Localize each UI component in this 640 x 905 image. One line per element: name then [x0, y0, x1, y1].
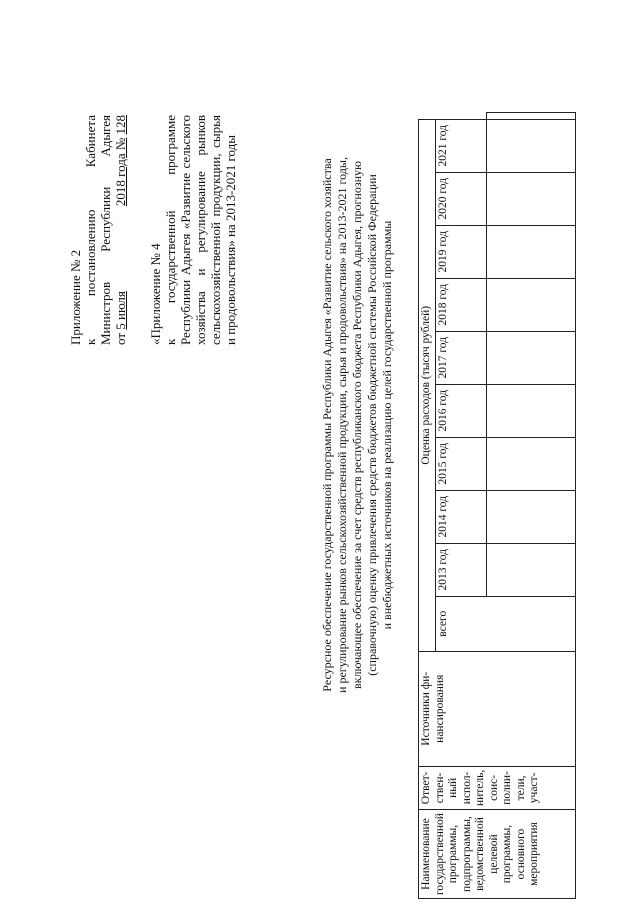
header-program-name: Наименование государственной программы, подпрограммы, ведомственной целевой программы, основного мероприятия: [419, 810, 576, 899]
header-year-2017: 2017 год: [436, 331, 487, 384]
header-year-2018: 2018 год: [436, 278, 487, 331]
appendix-line-4: от 5 июля 2018 года № 128: [113, 115, 128, 345]
table-cell: [487, 490, 576, 543]
header-total: всего: [436, 596, 576, 651]
decree-date: 5 июля: [113, 291, 128, 330]
appendix-block: [68, 115, 238, 345]
appendix-sub-title: «Приложение № 4: [148, 243, 163, 345]
header-estimate: Оценка расходов (тысяч рублей): [419, 119, 436, 651]
table-cell: [487, 331, 576, 384]
table-cell: [487, 384, 576, 437]
table-cell: [487, 437, 576, 490]
table-cell: [487, 112, 576, 119]
table-cell: [487, 543, 576, 596]
table-cell: [487, 225, 576, 278]
header-responsible: Ответ-ствен-ный испол-нитель, соис-полни-тели, участ-: [419, 766, 576, 809]
header-year-2014: 2014 год: [436, 490, 487, 543]
header-year-2015: 2015 год: [436, 437, 487, 490]
header-year-2019: 2019 год: [436, 225, 487, 278]
header-source: Источники фи-нансирования: [419, 651, 576, 766]
appendix-title: Приложение № 2: [68, 249, 83, 345]
table-cell: [487, 172, 576, 225]
decree-number: 128: [113, 115, 128, 135]
header-year-2021: 2021 год: [436, 119, 487, 172]
appendix-line-6: к государственной программе: [163, 115, 178, 345]
header-year-2016: 2016 год: [436, 384, 487, 437]
document-title: Ресурсное обеспечение государственной программы Республики Адыгея «Развитие сельского хозяйства и регулирование рынков сельскохозяйственной продукции, сырья и продовольствия» на 2013-2021 годы, включающее обеспечение за счет средств республиканского бюджета Республики Адыгея, прогнозную (справочную) оценку привлечения средств бюджетов бюджетной системы Российской Федерации и внебюджетных источников на реализацию целей государственной программы: [320, 157, 394, 693]
resource-table: [418, 112, 576, 899]
table-cell: [487, 278, 576, 331]
appendix-program-name: Республики Адыгея «Развитие сельского хозяйства и регулирование рынков сельскохозяйственной продукции, сырья и продовольствия» на 2013-2021 годы: [178, 115, 238, 345]
table-cell: [487, 119, 576, 172]
appendix-line-3: Министров Республики Адыгея: [98, 115, 113, 345]
table-header-row: [419, 112, 436, 898]
header-year-2013: 2013 год: [436, 543, 487, 596]
header-year-2020: 2020 год: [436, 172, 487, 225]
appendix-line-2: к постановлению Кабинета: [83, 115, 98, 345]
